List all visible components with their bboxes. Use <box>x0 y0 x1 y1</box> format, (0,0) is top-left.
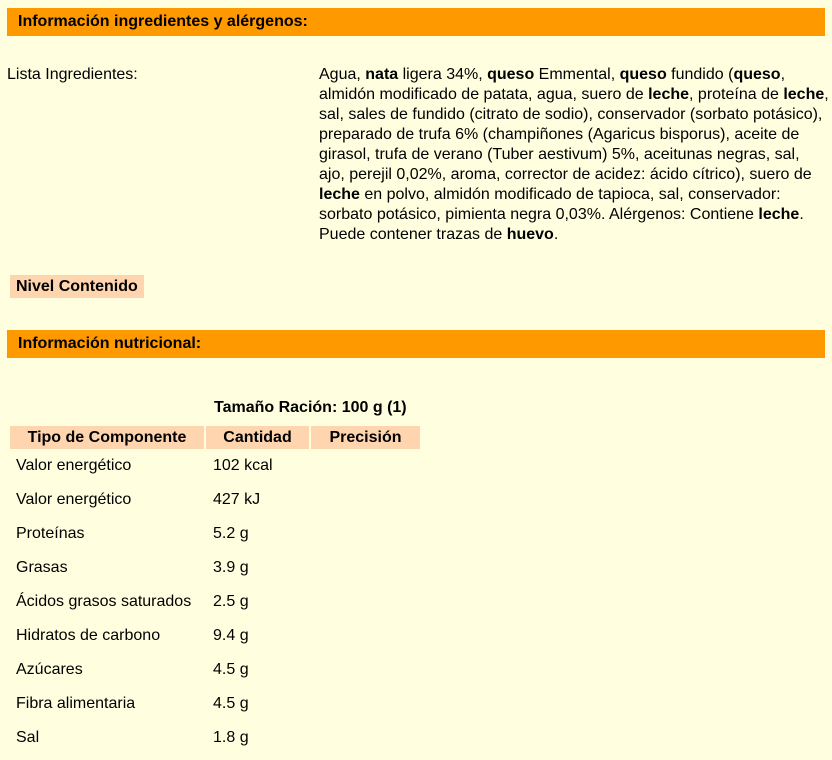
ingredients-text-segment: fundido ( <box>666 66 734 83</box>
ingredients-text-segment: . Puede contener trazas de <box>319 206 804 243</box>
component-name: Valor energético <box>16 457 132 474</box>
component-amount: 427 kJ <box>213 491 261 508</box>
ingredients-text-segment: , proteína de <box>689 86 784 103</box>
table-row <box>0 721 832 755</box>
table-row <box>0 585 832 619</box>
component-name: Proteínas <box>16 525 85 542</box>
ingredients-text-segment: . <box>553 226 559 243</box>
table-row <box>0 619 832 653</box>
nutrition-table-body <box>0 449 832 755</box>
component-amount: 9.4 g <box>213 627 249 644</box>
component-amount: 5.2 g <box>213 525 249 542</box>
table-row <box>0 551 832 585</box>
component-name: Fibra alimentaria <box>16 695 136 712</box>
ingredients-list-label: Lista Ingredientes: <box>7 66 138 83</box>
component-name: Ácidos grasos saturados <box>16 593 192 610</box>
component-amount: 1.8 g <box>213 729 249 746</box>
ingredients-text-segment: , almidón modificado de patata, agua, suero de <box>319 66 786 103</box>
nutrition-section-header: Información nutricional: <box>7 330 825 358</box>
table-row <box>0 449 832 483</box>
allergen-highlight: leche <box>783 86 825 103</box>
ingredients-text-segment: ligera 34%, <box>398 66 488 83</box>
allergen-highlight: queso <box>733 66 781 83</box>
nivel-contenido-label: Nivel Contenido <box>10 275 144 298</box>
allergen-highlight: queso <box>487 66 535 83</box>
allergen-highlight: nata <box>365 66 399 83</box>
column-header-type: Tipo de Componente <box>10 426 204 449</box>
ingredients-text-segment: Agua, <box>319 66 366 83</box>
allergen-highlight: queso <box>619 66 667 83</box>
column-header-precision: Precisión <box>311 426 420 449</box>
ingredients-section-header: Información ingredientes y alérgenos: <box>7 8 825 36</box>
table-row <box>0 517 832 551</box>
table-row <box>0 687 832 721</box>
table-row <box>0 653 832 687</box>
component-name: Grasas <box>16 559 68 576</box>
table-row <box>0 483 832 517</box>
component-amount: 4.5 g <box>213 661 249 678</box>
component-amount: 102 kcal <box>213 457 273 474</box>
column-header-amount: Cantidad <box>206 426 309 449</box>
component-amount: 4.5 g <box>213 695 249 712</box>
allergen-highlight: leche <box>319 186 360 203</box>
component-name: Hidratos de carbono <box>16 627 161 644</box>
allergen-highlight: huevo <box>506 226 554 243</box>
component-name: Azúcares <box>16 661 83 678</box>
ingredients-text-segment: , sal, sales de fundido (citrato de sodio), conservador (sorbato potásico), preparado de trufa 6% (champiñones (Agaricus bisporus), aceite de girasol, trufa de verano (Tuber aestivum) 5%, aceitunas negras, sal, ajo, perejil 0,02%, aroma, corrector de acidez: ácido cítrico), suero de <box>319 86 829 183</box>
component-name: Sal <box>16 729 40 746</box>
ingredients-text-segment: en polvo, almidón modificado de tapioca, sal, conservador: sorbato potásico, pimienta negra 0,03%. Alérgenos: Contiene <box>319 186 781 223</box>
ingredients-list-text <box>319 65 829 245</box>
allergen-highlight: leche <box>758 206 800 223</box>
component-amount: 3.9 g <box>213 559 249 576</box>
component-name: Valor energético <box>16 491 132 508</box>
ingredients-text-segment: Emmental, <box>534 66 620 83</box>
serving-size-label: Tamaño Ración: 100 g (1) <box>214 399 407 416</box>
component-amount: 2.5 g <box>213 593 249 610</box>
allergen-highlight: leche <box>648 86 690 103</box>
